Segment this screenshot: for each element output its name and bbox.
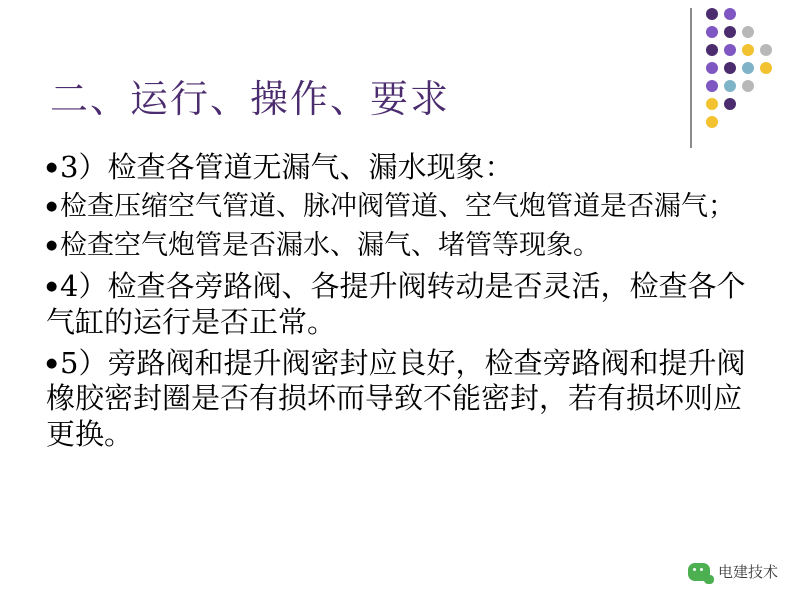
page-title: 二、运行、操作、要求 [50, 77, 451, 121]
bullet-icon [46, 198, 60, 218]
dot [706, 44, 718, 56]
list-item-text: 5）旁路阀和提升阀密封应良好，检查旁路阀和提升阀橡胶密封圈是否有损坏而导致不能密封，若有损坏则应更换。 [46, 346, 746, 451]
list-item-text: 检查压缩空气管道、脉冲阀管道、空气炮管道是否漏气； [60, 191, 735, 223]
dot [724, 44, 736, 56]
list-item [46, 269, 758, 340]
dot [724, 98, 736, 110]
dot [706, 116, 718, 128]
list-item [46, 191, 758, 224]
wechat-icon [688, 563, 710, 581]
footer-watermark [688, 561, 778, 582]
dot-grid-decoration [692, 8, 782, 128]
dot [760, 62, 772, 74]
bullet-icon [46, 159, 60, 179]
dot [724, 80, 736, 92]
list-item-text: 4）检查各旁路阀、各提升阀转动是否灵活，检查各个气缸的运行是否正常。 [46, 269, 746, 339]
dot [760, 44, 772, 56]
dot [706, 98, 718, 110]
dot [724, 8, 736, 20]
list-item [46, 150, 758, 185]
dot [742, 26, 754, 38]
slide-body [46, 150, 758, 458]
footer-label: 电建技术 [717, 563, 778, 581]
list-item [46, 230, 758, 263]
list-item-text: 检查空气炮管是否漏水、漏气、堵管等现象。 [60, 230, 600, 262]
list-item [46, 346, 758, 452]
dot [724, 62, 736, 74]
dot [724, 26, 736, 38]
dot [706, 8, 718, 20]
dot [706, 80, 718, 92]
dot [742, 80, 754, 92]
dot [742, 62, 754, 74]
dot [742, 44, 754, 56]
list-item-text: 3）检查各管道无漏气、漏水现象： [60, 150, 514, 184]
bullet-icon [46, 237, 60, 257]
bullet-icon [46, 355, 60, 375]
dot [706, 62, 718, 74]
bullet-icon [46, 278, 60, 298]
dot [706, 26, 718, 38]
